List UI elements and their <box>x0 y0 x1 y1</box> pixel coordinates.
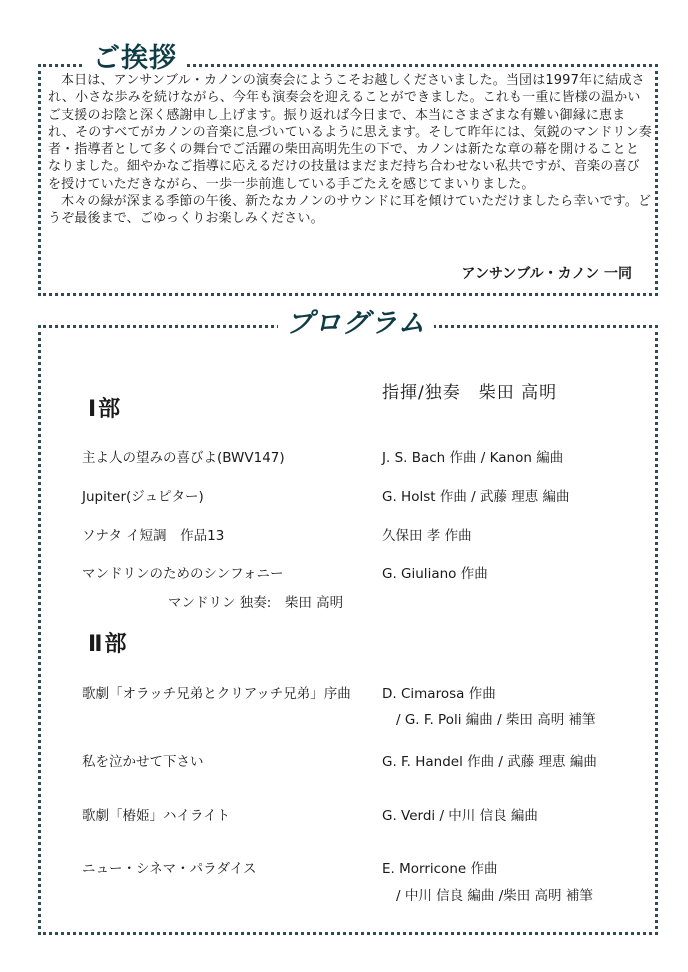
program-credit: G. Verdi / 中川 信良 編曲 <box>382 808 538 824</box>
program-piece: ニュー・シネマ・パラダイス <box>82 861 257 877</box>
greeting-paragraph: 木々の緑が深まる季節の午後、新たなカノンのサウンドに耳を傾けていただけましたら幸いです。どうぞ最後まで、ごゆっくりお楽しみください。 <box>48 194 652 227</box>
program-piece: ソナタ イ短調 作品13 <box>82 528 225 544</box>
greeting-body <box>48 72 652 228</box>
program-credit: D. Cimarosa 作曲 <box>382 686 496 702</box>
part1-title: Ⅰ部 <box>88 397 123 422</box>
program-credit: G. Giuliano 作曲 <box>382 566 488 582</box>
program-credit-continued: / G. F. Poli 編曲 / 柴田 高明 補筆 <box>396 712 596 728</box>
program-piece: 歌劇「オラッチ兄弟とクリアッチ兄弟」序曲 <box>82 686 351 702</box>
program-credit: G. Holst 作曲 / 武藤 理恵 編曲 <box>382 489 570 505</box>
greeting-title: ご挨拶 <box>85 45 185 72</box>
program-piece: 私を泣かせて下さい <box>82 754 204 770</box>
program-piece: 歌劇「椿姫」ハイライト <box>82 808 231 824</box>
program-credit: G. F. Handel 作曲 / 武藤 理恵 編曲 <box>382 754 597 770</box>
program-piece: 主よ人の望みの喜びよ(BWV147) <box>82 450 285 466</box>
soloist-note: マンドリン 独奏: 柴田 高明 <box>168 595 344 611</box>
greeting-paragraph: 本日は、アンサンブル・カノンの演奏会にようこそお越しくださいました。当団は1997年に結成され、小さな歩みを続けながら、今年も演奏会を迎えることができました。これも一重に皆様の温かいご支援のお陰と深く感謝申し上げます。振り返れば今日まで、本当にさまざまな有難い御縁に恵まれ、そのすべてがカノンの音楽に息づいているように思えます。そして昨年には、気鋭のマンドリン奏者・指導者として多くの舞台でご活躍の柴田高明先生の下で、カノンは新たな章の幕を開けることとなりました。細やかなご指導に応えるだけの技量はまだまだ持ち合わせない私共ですが、音楽の喜びを授けていただきながら、一歩一歩前進している手ごたえを感じてまいりました。 <box>48 73 652 192</box>
program-piece: Jupiter(ジュピター) <box>82 489 204 505</box>
program-piece: マンドリンのためのシンフォニー <box>82 566 284 582</box>
program-box <box>38 325 658 935</box>
greeting-signature: アンサンブル・カノン 一同 <box>461 266 632 282</box>
program-credit: 久保田 孝 作曲 <box>382 528 472 544</box>
program-credit: E. Morricone 作曲 <box>382 861 498 877</box>
program-credit: J. S. Bach 作曲 / Kanon 編曲 <box>382 450 564 466</box>
program-credit-continued: / 中川 信良 編曲 /柴田 高明 補筆 <box>396 888 593 904</box>
part2-title: Ⅱ部 <box>88 632 129 657</box>
program-title: プログラム <box>278 310 434 337</box>
conductor-credit: 指揮/独奏 柴田 高明 <box>382 383 558 403</box>
